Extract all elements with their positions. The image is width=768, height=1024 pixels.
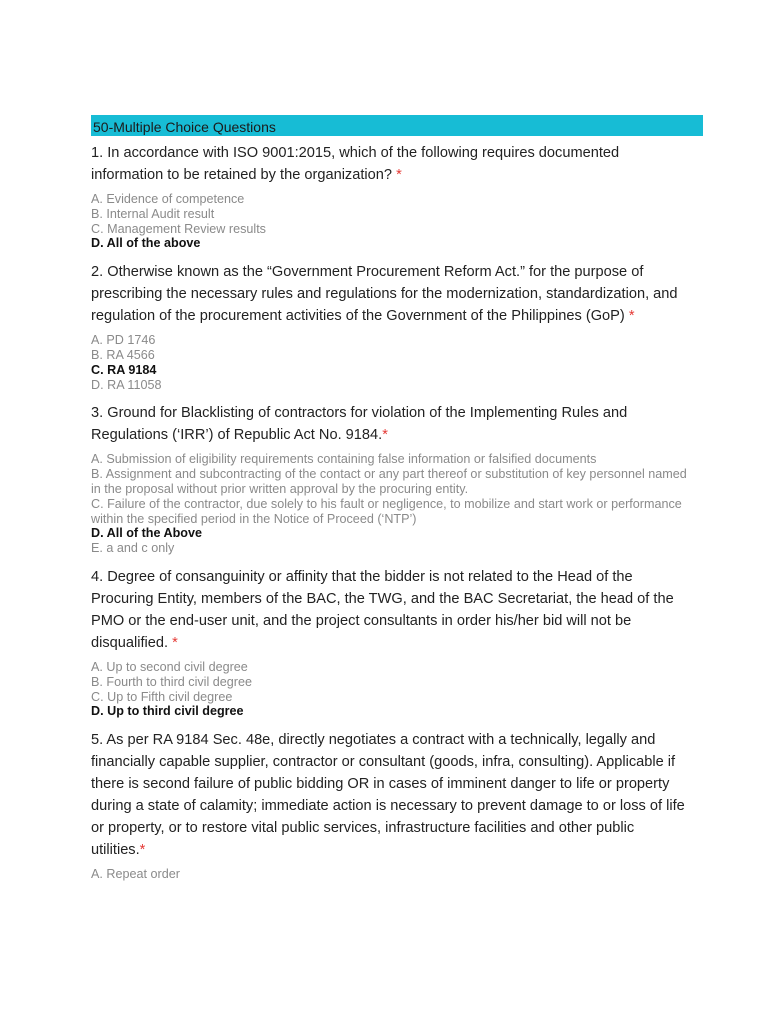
options-list-1 — [91, 192, 691, 251]
option-4b[interactable]: B. Fourth to third civil degree — [91, 674, 252, 689]
option-2d[interactable]: D. RA 11058 — [91, 377, 162, 392]
document-page — [91, 115, 691, 882]
required-asterisk: * — [628, 308, 635, 325]
option-1d-answer[interactable]: D. All of the above — [91, 236, 201, 251]
option-3e[interactable]: E. a and c only — [91, 541, 175, 556]
options-list-2 — [91, 333, 691, 392]
option-3d-answer[interactable]: D. All of the Above — [91, 526, 203, 541]
option-3c[interactable]: C. Failure of the contractor, due solely to his fault or negligence, to mobilize and start work or performance within the specified period in the Notice of Proceed (‘NTP’) — [91, 496, 682, 526]
question-block-1 — [91, 142, 691, 251]
option-4c[interactable]: C. Up to Fifth civil degree — [91, 689, 233, 704]
question-block-5 — [91, 729, 691, 882]
options-list-3 — [91, 452, 691, 556]
options-list-5 — [91, 867, 691, 882]
option-3b[interactable]: B. Assignment and subcontracting of the contact or any part thereof or substitution of key personnel named in the proposal without prior written approval by the procuring entity. — [91, 467, 687, 496]
question-5-text: 5. As per RA 9184 Sec. 48e, directly negotiates a contract with a technically, legally and financially capable supplier, contractor or consultant (goods, infra, consulting). Applicable if there is second failure of public bidding OR in cases of imminent danger to life or property during a state of calamity; immediate action is necessary to prevent damage to or loss of life or property, or to restore vital public services, infrastructure facilities and other public utilities.* — [91, 732, 685, 859]
option-1b[interactable]: B. Internal Audit result — [91, 206, 215, 221]
option-4a[interactable]: A. Up to second civil degree — [91, 659, 248, 674]
option-2b[interactable]: B. RA 4566 — [91, 347, 155, 362]
question-2-text: 2. Otherwise known as the “Government Procurement Reform Act.” for the purpose of prescribing the necessary rules and regulations for the modernization, standardization, and regulation of the procurement activities of the Government of the Philippines (GoP) * — [91, 264, 678, 325]
option-1a[interactable]: A. Evidence of competence — [91, 192, 245, 206]
options-list-4 — [91, 660, 691, 719]
question-block-3 — [91, 402, 691, 556]
question-1-text: 1. In accordance with ISO 9001:2015, which of the following requires documented information to be retained by the organization? * — [91, 145, 620, 183]
option-2a[interactable]: A. PD 1746 — [91, 333, 156, 348]
required-asterisk: * — [139, 842, 146, 859]
required-asterisk: * — [382, 427, 388, 444]
question-block-4 — [91, 566, 691, 719]
option-3a[interactable]: A. Submission of eligibility requirements containing false information or falsified documents — [91, 452, 597, 467]
option-5a[interactable]: A. Repeat order — [91, 867, 180, 882]
question-4-text: 4. Degree of consanguinity or affinity that the bidder is not related to the Head of the Procuring Entity, members of the BAC, the TWG, and the BAC Secretariat, the head of the PMO or the end-user unit, and the project consultants in order his/her bid will not be disqualified. * — [91, 568, 674, 651]
question-3-text: 3. Ground for Blacklisting of contractors for violation of the Implementing Rules and Regulations (‘IRR’) of Republic Act No. 9184.* — [91, 405, 628, 444]
required-asterisk: * — [396, 167, 402, 183]
required-asterisk: * — [172, 634, 178, 651]
question-block-2 — [91, 261, 691, 392]
option-2c-answer[interactable]: C. RA 9184 — [91, 362, 157, 377]
option-1c[interactable]: C. Management Review results — [91, 221, 266, 236]
section-banner: 50-Multiple Choice Questions — [91, 115, 703, 136]
option-4d-answer[interactable]: D. Up to third civil degree — [91, 704, 244, 719]
